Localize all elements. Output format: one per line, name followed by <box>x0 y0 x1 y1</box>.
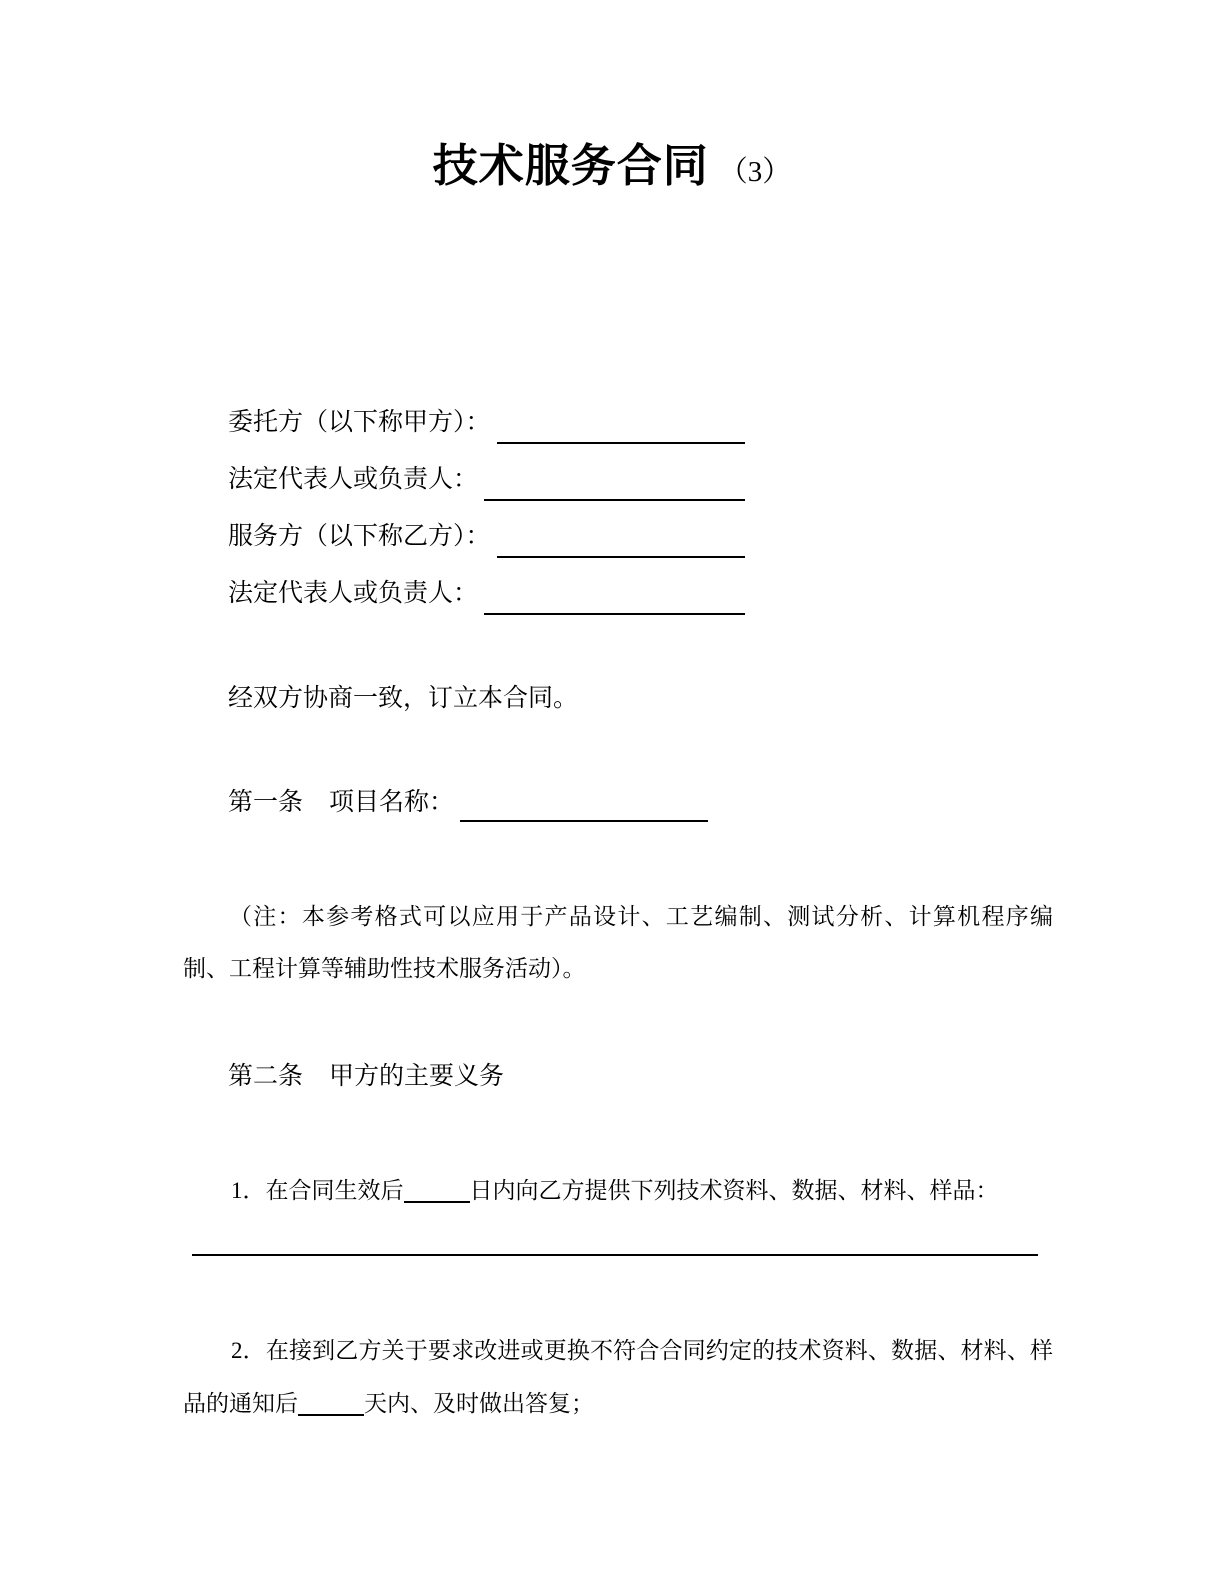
form-field-row-rep-b <box>228 577 745 615</box>
clause-1-days-blank[interactable] <box>404 1178 470 1203</box>
clause-1-suffix: 日内向乙方提供下列技术资料、数据、材料、样品： <box>469 1178 999 1203</box>
legal-rep-a-label: 法定代表人或负责人： <box>228 466 479 493</box>
form-field-row-party-b <box>228 520 745 558</box>
clause-2-suffix: 天内、及时做出答复； <box>364 1391 594 1416</box>
article-2-title: 甲方的主要义务 <box>329 1063 505 1090</box>
document-title-text: 技术服务合同 <box>432 140 709 191</box>
clause-2-paragraph <box>183 1324 1053 1430</box>
article-1-title: 项目名称： <box>329 789 455 816</box>
document-body <box>183 0 1053 1584</box>
project-name-blank[interactable] <box>460 788 708 822</box>
note-paragraph: （注：本参考格式可以应用于产品设计、工艺编制、测试分析、计算机程序编制、工程计算等辅助性技术服务活动）。 <box>183 904 1053 981</box>
article-1-heading <box>228 788 708 822</box>
document-title-number: （3） <box>718 156 792 188</box>
legal-rep-a-blank[interactable] <box>484 463 745 501</box>
clause-2-prefix: 2．在接到乙方关于要求改进或更换不符合合同约定的技术资料、数据、材料、样品的通知后 <box>183 1338 1053 1416</box>
legal-rep-b-blank[interactable] <box>484 577 745 615</box>
materials-answer-blank[interactable] <box>192 1233 1038 1256</box>
article-1-gap <box>303 788 329 822</box>
party-a-blank[interactable] <box>497 406 745 444</box>
article-1-number: 第一条 <box>228 789 304 816</box>
clause-1-prefix: 1．在合同生效后 <box>231 1178 404 1203</box>
article-2-heading <box>228 1060 504 1094</box>
article-2-number: 第二条 <box>228 1063 304 1090</box>
intro-paragraph: 经双方协商一致，订立本合同。 <box>228 685 579 712</box>
form-field-row-rep-a <box>228 463 745 501</box>
party-b-blank[interactable] <box>497 520 745 558</box>
clause-2-days-blank[interactable] <box>298 1391 364 1416</box>
party-b-label: 服务方（以下称乙方）： <box>228 523 491 550</box>
clause-1-paragraph <box>183 1164 1053 1217</box>
form-field-row-party-a <box>228 406 745 444</box>
legal-rep-b-label: 法定代表人或负责人： <box>228 580 479 607</box>
party-a-label: 委托方（以下称甲方）： <box>228 409 491 436</box>
